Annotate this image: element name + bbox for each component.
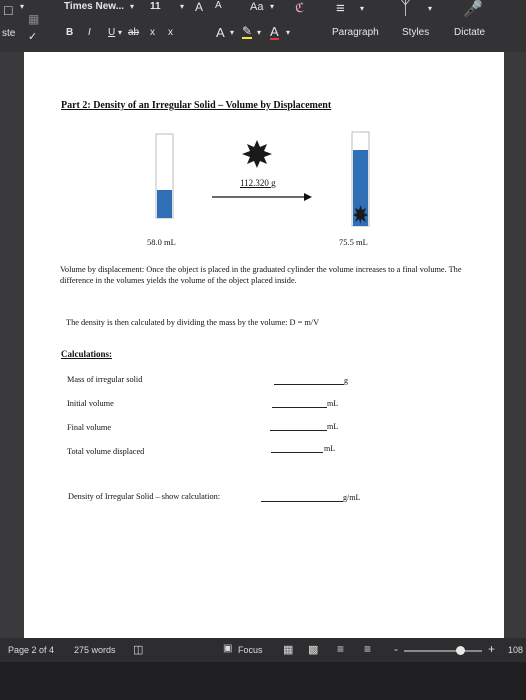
mass-label: 112.320 g <box>240 178 276 188</box>
strikethrough-button[interactable]: ab <box>128 27 140 38</box>
row-final-volume-blank[interactable] <box>270 430 327 431</box>
text-effects-chevron-icon[interactable]: ▾ <box>230 28 235 37</box>
draft-view-icon[interactable]: ≡ <box>364 642 372 656</box>
initial-volume-label: 58.0 mL <box>147 237 176 247</box>
format-painter-icon[interactable]: ✓ <box>28 31 38 43</box>
font-name-select[interactable]: Times New... <box>64 1 125 12</box>
row-mass-unit: g <box>344 376 348 385</box>
row-initial-volume-blank[interactable] <box>272 407 327 408</box>
zoom-slider[interactable] <box>404 650 482 652</box>
grow-font-button[interactable]: A <box>195 0 204 14</box>
paste-icon[interactable]: □ <box>4 2 13 18</box>
row-total-volume-label: Total volume displaced <box>67 447 145 456</box>
font-name-chevron-icon[interactable]: ▾ <box>130 2 135 11</box>
window-bottom-edge <box>0 662 526 700</box>
irregular-solid-object <box>242 140 272 168</box>
row-mass-blank[interactable] <box>274 384 344 385</box>
left-cylinder-liquid <box>157 190 172 218</box>
ribbon-toolbar <box>0 0 526 52</box>
density-unit: g/mL <box>343 493 361 502</box>
word-count[interactable]: 275 words <box>74 645 116 655</box>
row-total-volume-blank[interactable] <box>271 452 323 453</box>
highlight-chevron-icon[interactable]: ▾ <box>257 28 262 37</box>
bold-button[interactable]: B <box>66 27 74 38</box>
text-effects-button[interactable]: A <box>216 25 225 40</box>
shrink-font-button[interactable]: A <box>215 0 222 11</box>
density-blank[interactable] <box>261 501 343 502</box>
row-final-volume-label: Final volume <box>67 423 112 432</box>
proofing-icon[interactable]: ◫ <box>133 644 144 656</box>
clipboard-icon[interactable]: ▦ <box>28 12 40 26</box>
row-mass-label: Mass of irregular solid <box>67 375 143 384</box>
row-initial-volume-unit: mL <box>327 399 339 408</box>
styles-icon[interactable]: ᛉ <box>400 0 411 18</box>
dictate-button[interactable]: Dictate <box>454 27 486 38</box>
focus-icon[interactable]: ▣ <box>223 643 233 654</box>
zoom-out-button[interactable]: - <box>394 642 398 656</box>
highlight-pen-icon[interactable]: ✎ <box>242 24 253 38</box>
underline-chevron-icon[interactable]: ▾ <box>118 28 123 37</box>
right-cylinder <box>352 132 369 226</box>
focus-button[interactable]: Focus <box>238 645 263 655</box>
superscript-button[interactable]: x <box>168 27 173 38</box>
web-layout-icon[interactable]: ▩ <box>308 644 319 656</box>
arrow-icon <box>212 193 312 201</box>
status-bar <box>0 638 526 662</box>
clear-formatting-icon[interactable]: ℭ <box>295 0 305 15</box>
density-calculation-label: Density of Irregular Solid – show calculation: <box>68 492 221 501</box>
font-color-chevron-icon[interactable]: ▾ <box>286 28 291 37</box>
left-cylinder <box>156 134 173 218</box>
row-initial-volume-label: Initial volume <box>67 399 114 408</box>
styles-button[interactable]: Styles <box>402 27 430 38</box>
density-formula-paragraph: The density is then calculated by dividing the mass by the volume: D = m/V <box>66 318 320 327</box>
paragraph-chevron-icon[interactable]: ▾ <box>360 4 365 13</box>
font-color-button[interactable]: A <box>270 24 279 39</box>
row-total-volume-unit: mL <box>324 444 336 453</box>
subscript-button[interactable]: x <box>150 27 155 38</box>
row-final-volume-unit: mL <box>327 422 339 431</box>
styles-chevron-icon[interactable]: ▾ <box>428 4 433 13</box>
document-canvas <box>0 52 526 638</box>
zoom-level[interactable]: 108 <box>508 645 524 655</box>
section-title: Part 2: Density of an Irregular Solid – Volume by Displacement <box>61 100 332 111</box>
final-volume-label: 75.5 mL <box>339 237 368 247</box>
paste-label[interactable]: ste <box>2 28 16 39</box>
page-count[interactable]: Page 2 of 4 <box>8 645 55 655</box>
document-page[interactable] <box>24 52 504 638</box>
zoom-slider-thumb[interactable] <box>456 646 465 655</box>
font-size-select[interactable]: 11 <box>150 1 161 12</box>
italic-button[interactable]: I <box>88 27 91 38</box>
underline-button[interactable]: U <box>108 27 116 38</box>
font-size-chevron-icon[interactable]: ▾ <box>180 2 185 11</box>
microphone-icon[interactable]: 🎤 <box>463 1 483 18</box>
displacement-paragraph: Volume by displacement: Once the object is placed in the graduated cylinder the volume increases to a final volume. The difference in the volumes yields the volume of the object placed inside. <box>60 265 462 285</box>
change-case-button[interactable]: Aa <box>250 1 264 13</box>
change-case-chevron-icon[interactable]: ▾ <box>270 2 275 11</box>
calculations-heading: Calculations: <box>61 349 113 359</box>
paragraph-button[interactable]: Paragraph <box>332 27 379 38</box>
dropdown-chevron-icon[interactable]: ▾ <box>20 2 25 11</box>
paragraph-icon[interactable]: ≡ <box>336 0 345 17</box>
zoom-in-button[interactable]: + <box>488 642 496 656</box>
print-layout-icon[interactable]: ▦ <box>283 644 294 656</box>
outline-view-icon[interactable]: ≡ <box>337 642 345 656</box>
